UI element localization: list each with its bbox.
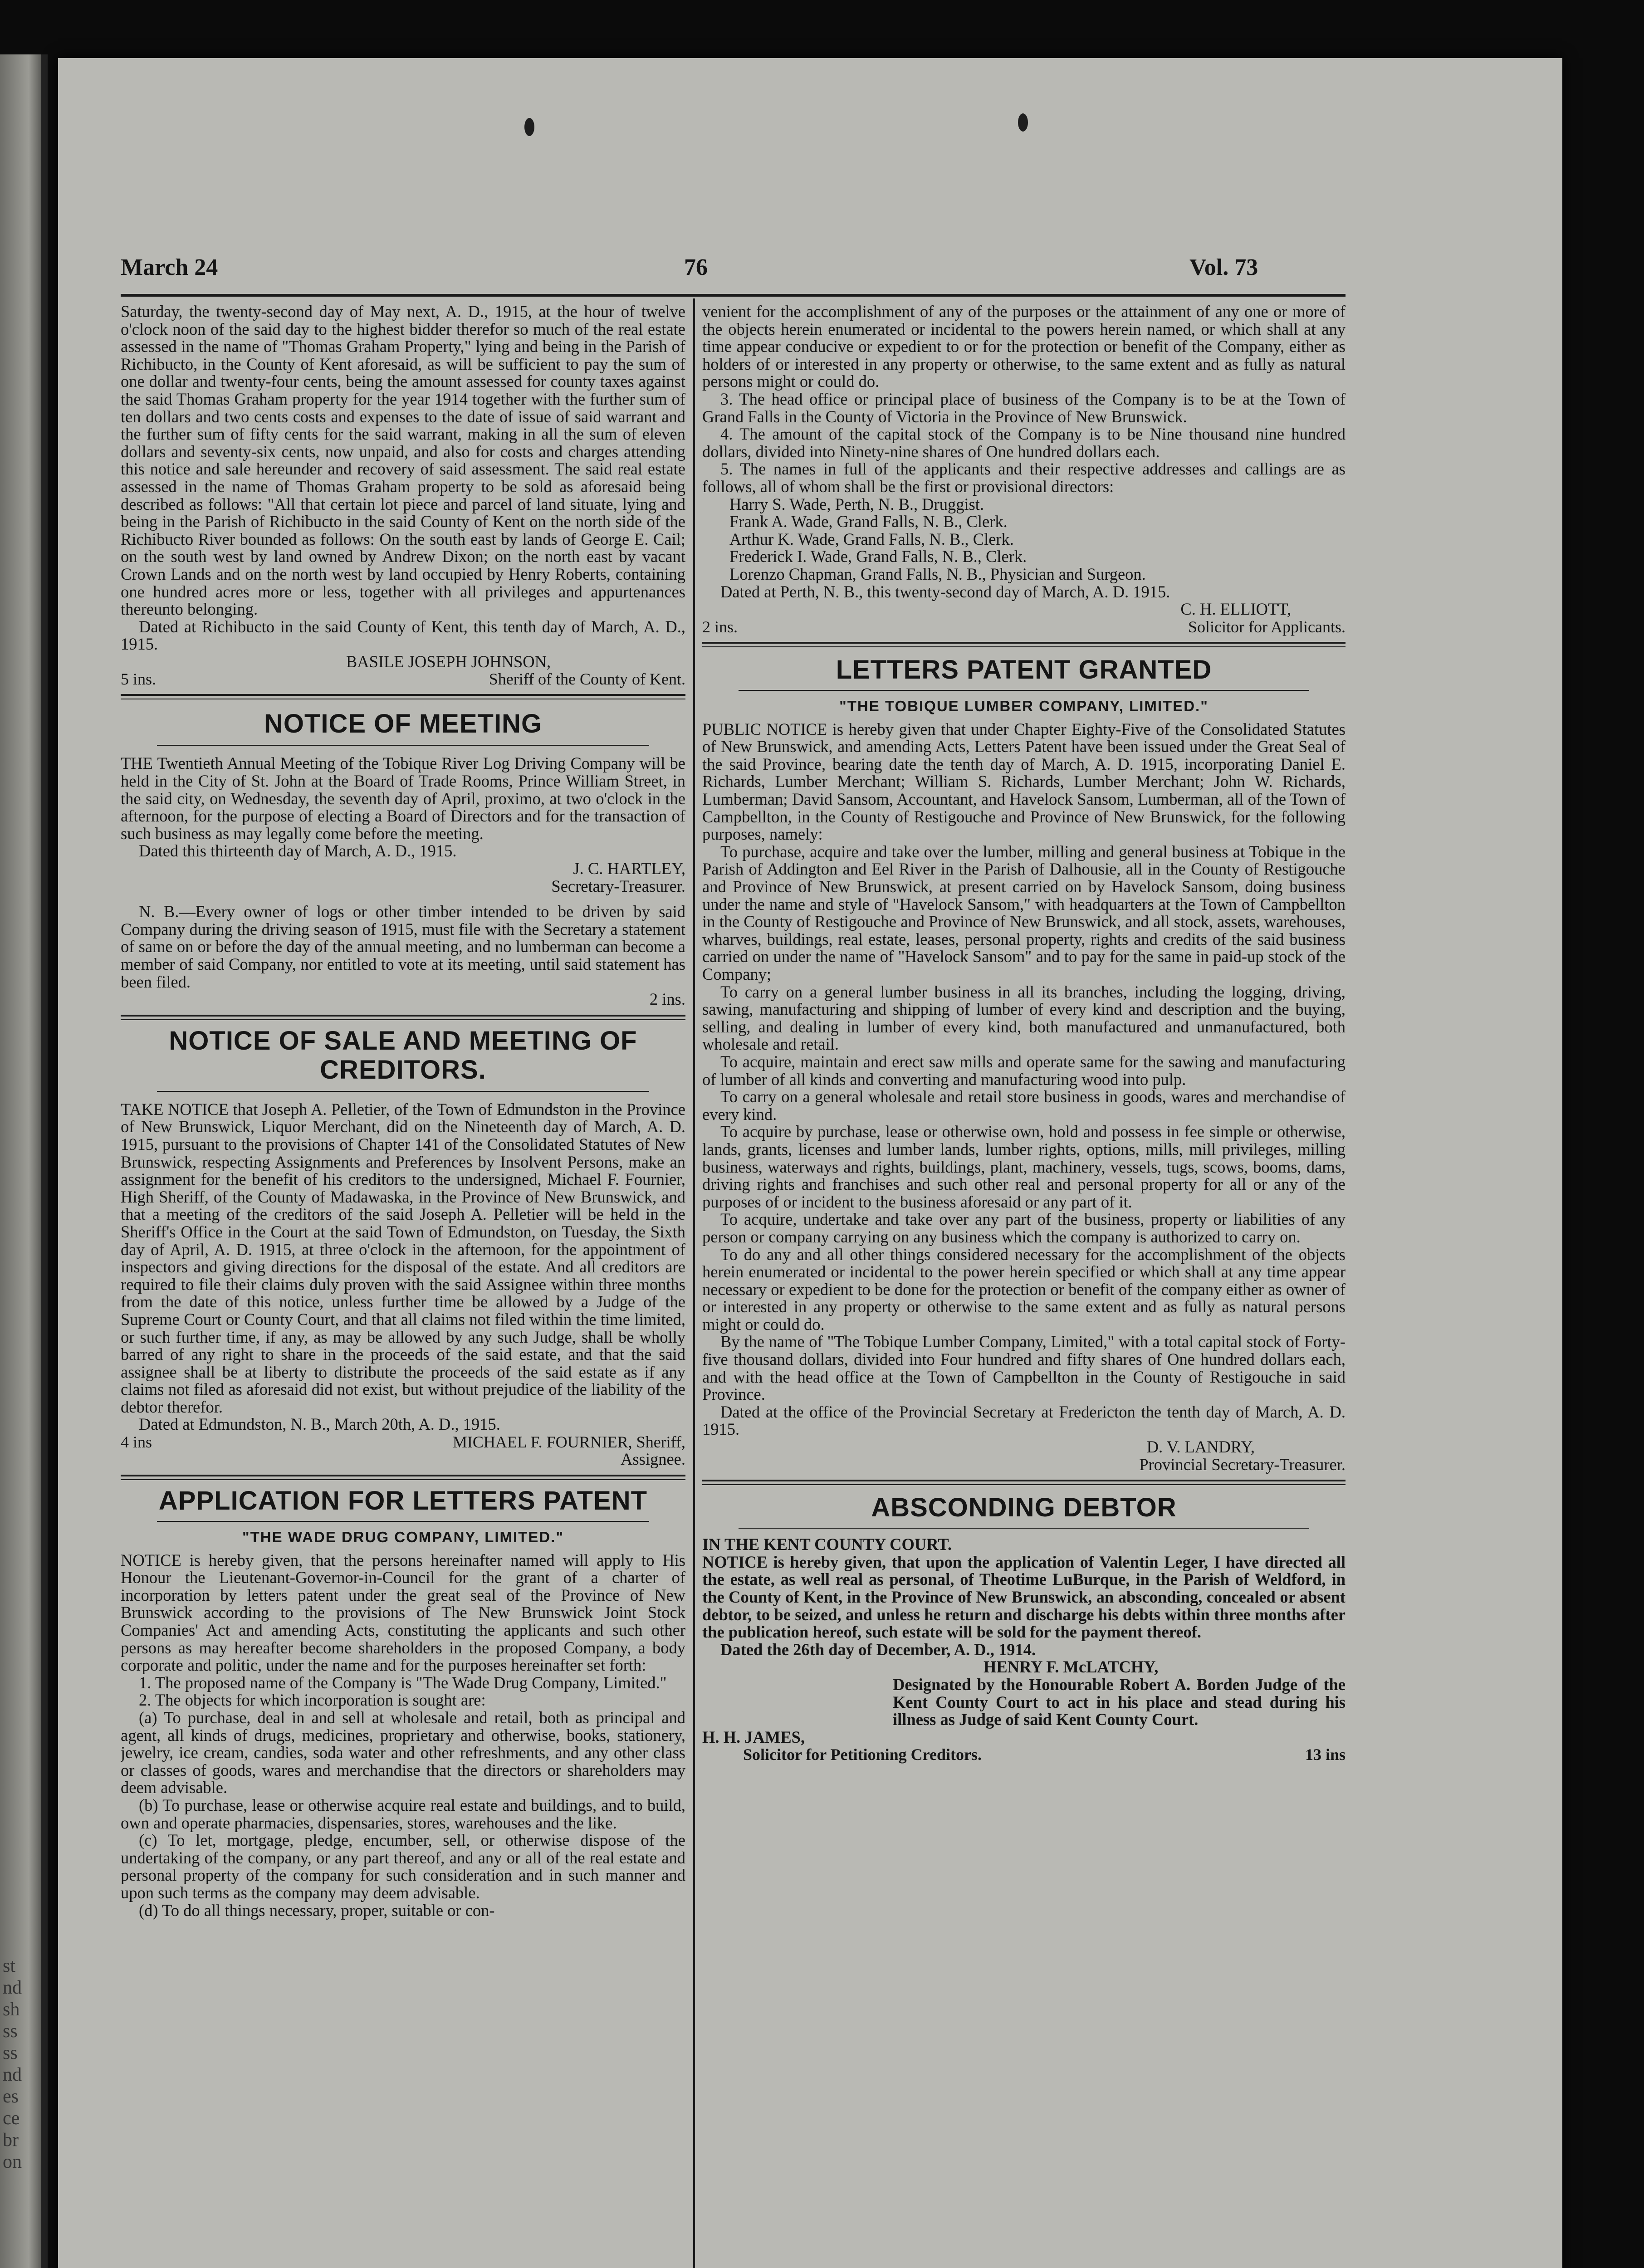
- applicant-entry: Frank A. Wade, Grand Falls, N. B., Clerk.: [729, 512, 1008, 531]
- heading-application-letters-patent: APPLICATION FOR LETTERS PATENT: [158, 1486, 648, 1515]
- application-subheading: "THE WADE DRUG COMPANY, LIMITED.": [242, 1528, 564, 1545]
- sheriff-sale-signer-title: Sheriff of the County of Kent.: [489, 670, 685, 689]
- application-item-4: 4. The amount of the capital stock of the Company is to be Nine thousand nine hundred dollars, divided into Ninety-nine shares of One hundred dollars each.: [702, 425, 1346, 461]
- application-continued-body: venient for the accomplishment of any of the purposes or the attainment of any one or more of the objects herein enumerated or incidental to the powers herein named, or which shall at any time appear conducive or expedient to or for the protection or benefit of the Company, either as holders of or interested in any property or otherwise, to the same extent and as fully as natural persons might or could do.: [702, 303, 1346, 391]
- notice-meeting-ins: 2 ins.: [649, 990, 685, 1009]
- applicant-entry: Harry S. Wade, Perth, N. B., Druggist.: [729, 494, 984, 513]
- letters-patent-purpose-5: To acquire by purchase, lease or otherwise own, hold and possess in fee simple or otherwise, lands, grants, licenses and lumber lands, lumber rights, options, mills, mill privileges, milling business, waterways and rights, buildings, plant, machinery, vessels, tugs, scows, booms, dams, driving rights and franchises and such other real and personal property for all or any of the purposes of or incident to the business aforesaid or any part of it.: [702, 1122, 1346, 1211]
- header-page-number: 76: [684, 254, 708, 280]
- application-item-c: (c) To let, mortgage, pledge, encumber, sell, or otherwise dispose of the undertaking of the company, or any part thereof, and any or all of the real estate and personal property of the company for such consideration and in such manner and upon such terms as the company may deem advisable.: [121, 1831, 685, 1902]
- binding-hole: [1018, 113, 1028, 132]
- adjacent-page-fragment: st: [3, 1955, 16, 1976]
- letters-patent-purpose-7: To do any and all other things considered necessary for the accomplishment of the objects herein enumerated or incidental to the power herein specified or which shall at any time appear necessary or expedient to be done for the protection or benefit of the company either as owner of or interested in any property or otherwise to the same extent and as fully as natural persons might or could do.: [702, 1245, 1346, 1334]
- application-signer-title: Solicitor for Applicants.: [1188, 617, 1346, 636]
- header-date: March 24: [121, 254, 218, 280]
- absconding-ins: 13 ins: [1305, 1745, 1346, 1764]
- left-column: [121, 303, 685, 2268]
- applicant-entry: Lorenzo Chapman, Grand Falls, N. B., Physician and Surgeon.: [729, 564, 1146, 583]
- notice-sale-signer: MICHAEL F. FOURNIER, Sheriff,: [452, 1433, 685, 1452]
- heading-absconding-debtor: ABSCONDING DEBTOR: [871, 1493, 1177, 1523]
- sheriff-sale-body: Saturday, the twenty-second day of May next, A. D., 1915, at the hour of twelve o'clock noon of the said day to the highest bidder therefor so much of the real estate assessed in the name of "Thomas Graham Property," lying and being in the Parish of Richibucto, in the County of Kent aforesaid, as will be sufficient to pay the sum of one dollar and twenty-four cents, being the amount assessed for county taxes against the said Thomas Graham property for the year 1914 together with the further sum of ten dollars and two cents costs and expenses to the date of issue of said warrant and the further sum of fifty cents for the said warrant, making in all the sum of eleven dollars and seventy-six cents, now unpaid, and also for costs and charges attending this notice and sale hereunder and recovery of said assessment. The said real estate assessed in the name of Thomas Graham property to be sold as aforesaid being described as follows: "All that certain lot piece and parcel of land situate, lying and being in the Parish of Richibucto in the said County of Kent on the north side of the Richibucto River bounded as follows: On the south east by lands of George E. Cail; on the south west by land owned by Andrew Dixon; on the north east by vacant Crown Lands and on the north west by land occupied by Henry Roberts, containing one hundred acres more or less, together with all privileges and appurtenances thereunto belonging.: [121, 303, 685, 619]
- adjacent-page-text-fragments: [3, 1955, 44, 2173]
- application-item-2: 2. The objects for which incorporation is sought are:: [139, 1691, 486, 1710]
- heading-letters-patent-granted: LETTERS PATENT GRANTED: [836, 655, 1212, 684]
- letters-patent-signer-title: Provincial Secretary-Treasurer.: [1139, 1455, 1346, 1474]
- absconding-signer: HENRY F. McLATCHY,: [983, 1657, 1159, 1677]
- adjacent-page-fragment: br: [3, 2130, 19, 2151]
- application-item-3: 3. The head office or principal place of business of the Company is to be at the Town of Grand Falls in the County of Victoria in the Province of New Brunswick.: [702, 389, 1346, 426]
- header-rule: [121, 294, 1346, 297]
- notice-sale-ins: 4 ins: [121, 1433, 152, 1452]
- absconding-footer: [702, 1746, 1346, 1763]
- sheriff-sale-dated: Dated at Richibucto in the said County of Kent, this tenth day of March, A. D., 1915.: [121, 617, 685, 654]
- letters-patent-dated: Dated at the office of the Provincial Secretary at Fredericton the tenth day of March, A. D. 1915.: [702, 1402, 1346, 1439]
- right-column: [702, 303, 1346, 2268]
- applicant-list: [702, 496, 1346, 583]
- letters-patent-subheading: "THE TOBIQUE LUMBER COMPANY, LIMITED.": [839, 697, 1209, 714]
- absconding-solicitor-title: Solicitor for Petitioning Creditors.: [743, 1745, 982, 1764]
- notice-sale-dated: Dated at Edmundston, N. B., March 20th, A. D., 1915.: [139, 1415, 500, 1434]
- sheriff-sale-continued: [121, 303, 685, 688]
- application-body: NOTICE is hereby given, that the persons hereinafter named will apply to His Honour the Lieutenant-Governor-in-Council for the grant of a charter of incorporation by letters patent under the great seal of the Province of New Brunswick according to the provisions of The New Brunswick Joint Stock Companies' Act and amending Acts, constituting the applicants and such other persons as may hereafter become shareholders in the proposed Company, a body corporate and politic, under the name and for the purposes hereinafter set forth:: [121, 1550, 685, 1675]
- application-continued: [702, 303, 1346, 635]
- header-volume: Vol. 73: [1189, 254, 1258, 280]
- letters-patent-purpose-1: To purchase, acquire and take over the lumber, milling and general business at Tobique in the Parish of Addington and Eel River in the Parish of Dalhousie, all in the County of Restigouche and Province of New Brunswick, at present carried on by Havelock Sansom, doing business under the name and style of "Havelock Sansom," with headquarters at the Town of Campbellton in the County of Restigouche and Province of New Brunswick, and all stock, assets, warehouses, wharves, buildings, real estate, leases, personal property, rights and credits of the said business carried on under the name of "Havelock Sansom" and to pay for the same in paid-up stock of the Company;: [702, 842, 1346, 983]
- notice-sale-signer-title: Assignee.: [621, 1450, 685, 1469]
- notice-sale-signature-row: [121, 1433, 685, 1451]
- letters-patent-signer: D. V. LANDRY,: [1146, 1437, 1255, 1457]
- notice-meeting-signer: J. C. HARTLEY,: [573, 859, 685, 878]
- absconding-solicitor: H. H. JAMES,: [702, 1727, 805, 1746]
- notice-meeting-signer-title: Secretary-Treasurer.: [551, 876, 685, 895]
- absconding-dated: Dated the 26th day of December, A. D., 1914.: [720, 1640, 1036, 1659]
- notice-meeting-nb: N. B.—Every owner of logs or other timber intended to be driven by said Company during the driving season of 1915, must file with the Secretary a statement of same on or before the day of the annual meeting, and no lumberman can become a member of said Company, nor entitled to vote at its meeting, until said statement has been filed.: [121, 902, 685, 991]
- application-item-b: (b) To purchase, lease or otherwise acquire real estate and buildings, and to build, own and operate pharmacies, dispensaries, stores, warehouses and the like.: [121, 1795, 685, 1832]
- adjacent-page-fragment: es: [3, 2086, 19, 2107]
- adjacent-page-fragment: ss: [3, 2043, 18, 2063]
- application-item-a: (a) To purchase, deal in and sell at wholesale and retail, both as principal and agent, all kinds of drugs, medicines, proprietary and otherwise, books, stationery, jewelry, ice cream, candies, soda water and other refreshments, and any other class or classes of goods, wares and merchandise that the directors or shareholders may deem advisable.: [121, 1708, 685, 1797]
- adjacent-page-fragment: ce: [3, 2108, 20, 2129]
- insertion-count: 5 ins.: [121, 670, 157, 689]
- applicant-entry: Arthur K. Wade, Grand Falls, N. B., Clerk.: [729, 529, 1014, 548]
- notice-sale-body: TAKE NOTICE that Joseph A. Pelletier, of the Town of Edmundston in the Province of New Brunswick, Liquor Merchant, did on the Nineteenth day of March, A. D. 1915, pursuant to the provisions of Chapter 141 of the Consolidated Statutes of New Brunswick, respecting Assignments and Preferences by Insolvent Persons, make an assignment for the benefit of his creditors to the undersigned, Michael F. Fournier, High Sheriff, of the County of Madawaska, in the Province of New Brunswick, and that a meeting of the creditors of the said Joseph A. Pelletier will be held in the Sheriff's Office in the Court at the said Town of Edmundston, on Tuesday, the Sixth day of April, A. D. 1915, at three o'clock in the afternoon, for the appointment of inspectors and giving directions for the disposal of the estate. And all creditors are required to file their claims duly proven with the said Assignee within three months from the date of this notice, unless further time be allowed by a Judge of the Supreme Court or County Court, and that all claims not filed within the time limited, or such further time, if any, as may be allowed by any such Judge, shall be wholly barred of any right to share in the proceeds of the said estate, and that the said assignee shall be at liberty to distribute the proceeds of the said estate as if any claims not filed as aforesaid did not exist, but without prejudice of the liability of the debtor therefor.: [121, 1100, 685, 1416]
- heading-notice-of-sale: NOTICE OF SALE AND MEETING OF CREDITORS.: [169, 1026, 637, 1085]
- application-signer: C. H. ELLIOTT,: [1180, 600, 1291, 619]
- application-item-1: 1. The proposed name of the Company is "The Wade Drug Company, Limited.": [139, 1673, 667, 1692]
- letters-patent-name-clause: By the name of "The Tobique Lumber Company, Limited," with a total capital stock of Forty-five thousand dollars, divided into Four hundred and fifty shares of One hundred dollars each, and with the head office at the Town of Campbellton in the County of Restigouche in said Province.: [702, 1332, 1346, 1404]
- absconding-court: IN THE KENT COUNTY COURT.: [702, 1535, 952, 1554]
- applicant-entry: Frederick I. Wade, Grand Falls, N. B., Clerk.: [729, 547, 1027, 566]
- absconding-body: NOTICE is hereby given, that upon the application of Valentin Leger, I have directed all the estate, as well real as personal, of Theotime LuBurque, in the Parish of Weldford, in the County of Kent, in the Province of New Brunswick, an absconding, concealed or absent debtor, to be seized, and unless he return and discharge his debts within three months after the publication hereof, such estate will be sold for the payment thereof.: [702, 1552, 1346, 1642]
- adjacent-page-fragment: nd: [3, 2064, 22, 2085]
- application-ins: 2 ins.: [702, 617, 738, 636]
- application-item-d: (d) To do all things necessary, proper, suitable or con-: [139, 1901, 495, 1920]
- adjacent-page-fragment: nd: [3, 1977, 22, 1998]
- sheriff-sale-signer: BASILE JOSEPH JOHNSON,: [346, 652, 551, 671]
- binding-hole: [524, 118, 534, 136]
- sheriff-sale-footer: [121, 670, 685, 688]
- application-item-5: 5. The names in full of the applicants and their respective addresses and callings are as follows, all of whom shall be the first or provisional directors:: [702, 459, 1346, 496]
- column-rule: [693, 298, 695, 2268]
- absconding-designation: Designated by the Honourable Robert A. Borden Judge of the Kent County Court to act in his place and stead during his illness as Judge of said Kent County Court.: [893, 1675, 1346, 1729]
- application-footer: [702, 618, 1346, 635]
- adjacent-page-edge: [0, 54, 48, 2268]
- newspaper-page: [58, 58, 1562, 2268]
- notice-meeting-dated: Dated this thirteenth day of March, A. D., 1915.: [139, 841, 457, 860]
- letters-patent-purpose-4: To carry on a general wholesale and retail store business in goods, wares and merchandise of every kind.: [702, 1087, 1346, 1124]
- letters-patent-purpose-3: To acquire, maintain and erect saw mills and operate same for the sawing and manufacturing of lumber of all kinds and converting and manufacturing wood into pulp.: [702, 1052, 1346, 1089]
- adjacent-page-fragment: ss: [3, 2021, 18, 2042]
- adjacent-page-fragment: sh: [3, 1999, 20, 2020]
- letters-patent-body: PUBLIC NOTICE is hereby given that under Chapter Eighty-Five of the Consolidated Statutes of New Brunswick, and amending Acts, Letters Patent have been issued under the Great Seal of the said Province, bearing date the tenth day of March, A. D. 1915, incorporating Daniel E. Richards, Lumber Merchant; William S. Richards, Lumber Merchant; John W. Richards, Lumberman; David Sansom, Accountant, and Havelock Sansom, Lumberman, all of the Town of Campbellton, in the County of Restigouche and Province of New Brunswick, for the following purposes, namely:: [702, 719, 1346, 844]
- heading-notice-of-meeting: NOTICE OF MEETING: [264, 709, 543, 739]
- adjacent-page-fragment: on: [3, 2151, 22, 2172]
- notice-meeting-body: THE Twentieth Annual Meeting of the Tobique River Log Driving Company will be held in the City of St. John at the Board of Trade Rooms, Prince William Street, in the said city, on Wednesday, the seventh day of April, proximo, at two o'clock in the afternoon, for the purpose of electing a Board of Directors and for the transaction of such business as may legally come before the meeting.: [121, 754, 685, 843]
- letters-patent-purpose-2: To carry on a general lumber business in all its branches, including the logging, driving, sawing, manufacturing and shipping of lumber of every kind and description and the buying, selling, and dealing in lumber of every kind, both manufactured and unmanufactured, both wholesale and retail.: [702, 982, 1346, 1054]
- letters-patent-purpose-6: To acquire, undertake and take over any part of the business, property or liabilities of any person or company carrying on any business which the company is authorized to carry on.: [702, 1210, 1346, 1246]
- application-dated: Dated at Perth, N. B., this twenty-second day of March, A. D. 1915.: [720, 582, 1170, 601]
